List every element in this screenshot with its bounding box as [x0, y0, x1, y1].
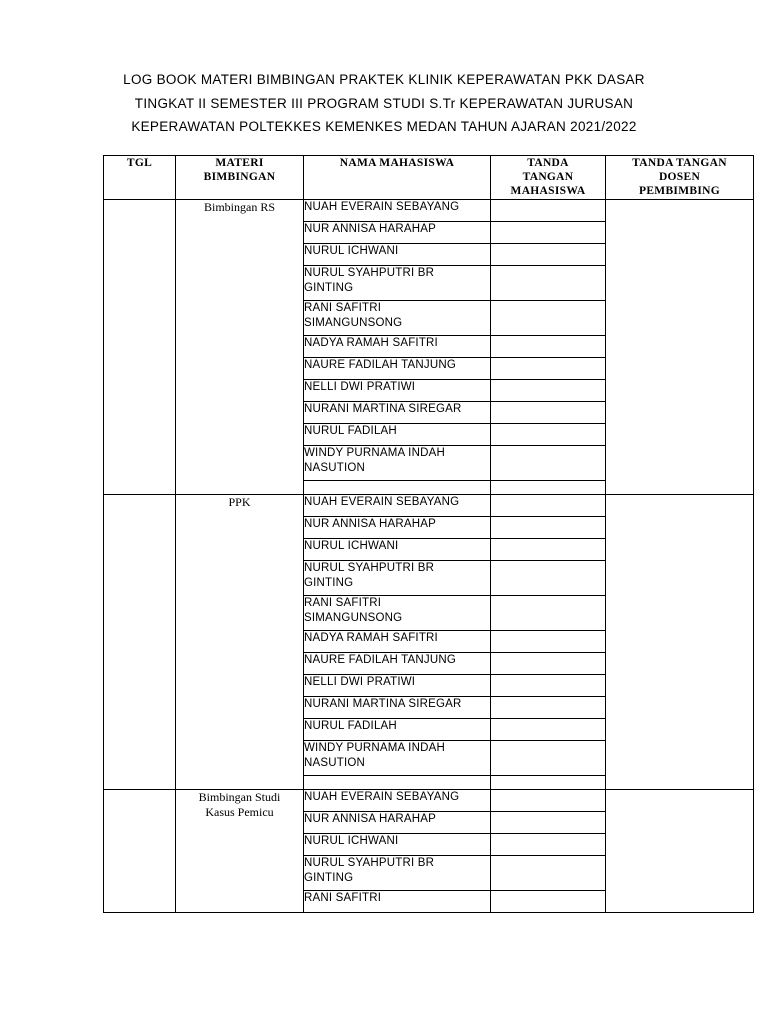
student-signature-cell[interactable]	[491, 266, 606, 301]
student-name-cell	[304, 719, 491, 741]
student-name: NUAH EVERAIN SEBAYANG	[304, 791, 460, 803]
student-signature-cell[interactable]	[491, 200, 606, 222]
student-name: NURUL SYAHPUTRI BR	[304, 857, 435, 869]
student-name: NELLI DWI PRATIWI	[304, 676, 416, 688]
student-name-cell	[304, 561, 491, 596]
student-signature-cell[interactable]	[491, 402, 606, 424]
student-signature-cell[interactable]	[491, 244, 606, 266]
student-signature-cell[interactable]	[491, 790, 606, 812]
student-name-cell	[304, 266, 491, 301]
student-name-cell	[304, 653, 491, 675]
student-name: NUAH EVERAIN SEBAYANG	[304, 201, 460, 213]
student-name: NADYA RAMAH SAFITRI	[304, 632, 438, 644]
student-signature-cell[interactable]	[491, 301, 606, 336]
document-title	[0, 68, 768, 139]
student-name-cell	[304, 790, 491, 812]
student-signature-cell[interactable]	[491, 834, 606, 856]
materi-text: PPK	[228, 495, 251, 509]
header-tgl: TGL	[104, 156, 176, 200]
student-name-cell	[304, 358, 491, 380]
student-signature-cell[interactable]	[491, 481, 606, 495]
student-name-cell	[304, 741, 491, 776]
student-name-cell	[304, 856, 491, 891]
student-signature-cell[interactable]	[491, 675, 606, 697]
table-header-row	[104, 156, 754, 200]
student-name: GINTING	[304, 577, 354, 589]
student-name-cell	[304, 776, 491, 790]
student-name-cell	[304, 495, 491, 517]
student-signature-cell[interactable]	[491, 336, 606, 358]
student-signature-cell[interactable]	[491, 358, 606, 380]
student-name-cell	[304, 631, 491, 653]
student-name: NASUTION	[304, 757, 366, 769]
student-name-cell	[304, 200, 491, 222]
student-name: NAURE FADILAH TANJUNG	[304, 359, 457, 371]
student-signature-cell[interactable]	[491, 596, 606, 631]
student-name: NURUL FADILAH	[304, 425, 397, 437]
header-ttd-dosen: TANDA TANGAN DOSEN PEMBIMBING	[606, 156, 754, 200]
student-signature-cell[interactable]	[491, 891, 606, 913]
materi-text: Kasus Pemicu	[205, 805, 274, 819]
student-name: NUR ANNISA HARAHAP	[304, 813, 437, 825]
student-name: NUR ANNISA HARAHAP	[304, 518, 437, 530]
header-ttd-mahasiswa: TANDA TANGAN MAHASISWA	[491, 156, 606, 200]
student-name: RANI SAFITRI	[304, 597, 382, 609]
student-name-cell	[304, 517, 491, 539]
student-signature-cell[interactable]	[491, 495, 606, 517]
title-line-2: TINGKAT II SEMESTER III PROGRAM STUDI S.Tr KEPERAWATAN JURUSAN	[134, 95, 634, 111]
dosen-signature-cell[interactable]	[606, 495, 754, 790]
student-name: NURUL ICHWANI	[304, 540, 399, 552]
student-name: NURUL SYAHPUTRI BR	[304, 267, 435, 279]
student-name: RANI SAFITRI	[304, 302, 382, 314]
dosen-signature-cell[interactable]	[606, 200, 754, 495]
student-signature-cell[interactable]	[491, 741, 606, 776]
student-name: NURANI MARTINA SIREGAR	[304, 403, 462, 415]
student-name-cell	[304, 539, 491, 561]
student-name-cell	[304, 697, 491, 719]
title-line-1: LOG BOOK MATERI BIMBINGAN PRAKTEK KLINIK KEPERAWATAN PKK DASAR	[123, 72, 645, 87]
student-name: NURUL ICHWANI	[304, 245, 399, 257]
student-signature-cell[interactable]	[491, 776, 606, 790]
student-name: NURANI MARTINA SIREGAR	[304, 698, 462, 710]
materi-cell	[176, 200, 304, 495]
student-name-cell	[304, 891, 491, 913]
student-signature-cell[interactable]	[491, 380, 606, 402]
student-name: NADYA RAMAH SAFITRI	[304, 337, 438, 349]
date-cell[interactable]	[104, 495, 176, 790]
table-row	[104, 790, 754, 812]
student-signature-cell[interactable]	[491, 653, 606, 675]
header-materi: MATERI BIMBINGAN	[176, 156, 304, 200]
student-signature-cell[interactable]	[491, 446, 606, 481]
materi-text: Bimbingan RS	[203, 200, 275, 214]
table-row	[104, 200, 754, 222]
student-signature-cell[interactable]	[491, 222, 606, 244]
student-name: GINTING	[304, 872, 354, 884]
header-nama: NAMA MAHASISWA	[304, 156, 491, 200]
student-name: NELLI DWI PRATIWI	[304, 381, 416, 393]
student-name-cell	[304, 675, 491, 697]
student-name-cell	[304, 380, 491, 402]
student-name: WINDY PURNAMA INDAH	[304, 447, 445, 459]
student-signature-cell[interactable]	[491, 631, 606, 653]
student-name-cell	[304, 596, 491, 631]
student-name-cell	[304, 834, 491, 856]
student-signature-cell[interactable]	[491, 561, 606, 596]
date-cell[interactable]	[104, 790, 176, 913]
student-name-cell	[304, 402, 491, 424]
student-name: GINTING	[304, 282, 354, 294]
student-name-cell	[304, 244, 491, 266]
student-name: NURUL SYAHPUTRI BR	[304, 562, 435, 574]
materi-cell	[176, 790, 304, 913]
student-signature-cell[interactable]	[491, 812, 606, 834]
table-row	[104, 495, 754, 517]
title-line-3: KEPERAWATAN POLTEKKES KEMENKES MEDAN TAHUN AJARAN 2021/2022	[131, 119, 637, 134]
student-name-cell	[304, 301, 491, 336]
student-name-cell	[304, 481, 491, 495]
date-cell[interactable]	[104, 200, 176, 495]
student-name: NUAH EVERAIN SEBAYANG	[304, 496, 460, 508]
student-signature-cell[interactable]	[491, 517, 606, 539]
materi-cell	[176, 495, 304, 790]
student-name-cell	[304, 336, 491, 358]
student-name: WINDY PURNAMA INDAH	[304, 742, 445, 754]
student-name-cell	[304, 812, 491, 834]
materi-text: Bimbingan Studi	[198, 790, 281, 804]
student-name: NURUL FADILAH	[304, 720, 397, 732]
student-name: NUR ANNISA HARAHAP	[304, 223, 437, 235]
student-signature-cell[interactable]	[491, 424, 606, 446]
logbook-table	[103, 155, 754, 913]
student-name: SIMANGUNSONG	[304, 612, 403, 624]
student-signature-cell[interactable]	[491, 856, 606, 891]
student-name-cell	[304, 222, 491, 244]
student-signature-cell[interactable]	[491, 719, 606, 741]
student-name-cell	[304, 446, 491, 481]
student-name: NAURE FADILAH TANJUNG	[304, 654, 457, 666]
logbook-body	[104, 200, 754, 913]
student-signature-cell[interactable]	[491, 697, 606, 719]
dosen-signature-cell[interactable]	[606, 790, 754, 913]
student-name: NASUTION	[304, 462, 366, 474]
student-name: SIMANGUNSONG	[304, 317, 403, 329]
student-name: NURUL ICHWANI	[304, 835, 399, 847]
student-name-cell	[304, 424, 491, 446]
student-signature-cell[interactable]	[491, 539, 606, 561]
student-name: RANI SAFITRI	[304, 892, 382, 904]
